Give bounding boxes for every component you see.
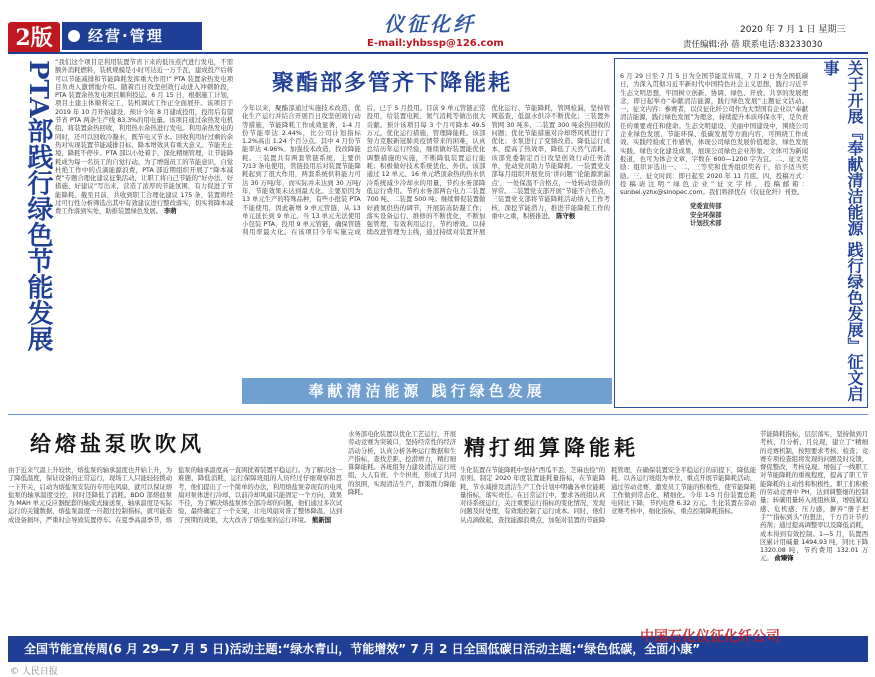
header-divider xyxy=(8,52,868,54)
bottom-middle-headline: 精打细算降能耗 xyxy=(464,435,639,460)
slogan-banner: 奉献清洁能源 践行绿色发展 xyxy=(242,378,612,404)
bottom-right-body: 节能降耗指标，层层落实，坚持做到月考核、月分析、月兑现，建立了“精细的竞赛机制，按照要求考核、检查；竞赛专项检查组将发现的问题及时反馈，督促整改，考核兑现。增强了一线职工对节能降耗的重视程度，提高了职工节能降耗的主动性和积极性。职工们积极的劳动竞赛中 PH，达到调整细的控制量；转碳用量转入班组核算，增强紧迫感、危机感、压力感，摒弃“册手把手”“指标到头”的想法，千方百计节约药剂；通过提高调整率以及降低消耗，成本得到有效控制。1—5 月，装置西区累计用碱量 1494.93 吨，同比下降 1320.08 吨，节约费用 132.01 万元。 俞臻锋 xyxy=(760,430,868,563)
footer-banner: 全国节能宣传周(6 月 29—7 月 5 日)活动主题:“绿水青山，节能增效” 7 月 2 日全国低碳日活动主题:“绿色低碳，全面小康” xyxy=(8,636,868,662)
left-article-body: “我们这个项目是利用装置节省下来的低压蒸汽进行发电，不需额外消耗燃料，装机规模是小时可达近一万千瓦，建成投产后将可以节能减排和节能降耗发挥重大作用!” PTA 装置余热发电项目负责人激情地介绍。随着百日攻坚创效行动进入冲刺阶段，PTA 装置余热发电项目顺利投运。6 月 15 日，根据施工计划，项目土建主体顺利完工，装机调试工作正全面展开。该项目于 2019 年 10 月开始建设，预计今年 8 月建成投用，投用后有望节省 PTA 两条生产线 83.3%的用电量。该项目通过余热发电机组，将装置余热回收，利用热水余热进行发电。利用余热发电的同时，还可以回收冷凝水，既节电又节水。回收利用好过剩的余热对实现装置节能减排目标、降本增效具有重大意义。节能无止境，降耗不停步。PTA 部以小处着手，深化精细管理，让节能降耗成为每一名员工的自觉行动。为了增强员工的节能意识，自觉杜绝工作中的点滴能源浪费，PTA 部近期组织开展了“降本减费”专题合理化建议征集活动，让职工将自己节能的“好办法、好措施、好建议”写出来，营造了浓厚的节能氛围，有力促进了节能降耗。截至目前，共收到职工合理化建议 175 条，装置将经过可行性分析筛选出其中有效建议进行整改落实，切实将降本减费工作落到实处，助推装置绿色发展。 李萌 xyxy=(55,58,233,216)
bottom-left-headline: 给熔盐泵吹吹风 xyxy=(30,431,205,456)
bottom-right-byline: 俞臻锋 xyxy=(774,554,794,563)
left-article-byline: 李萌 xyxy=(163,207,177,216)
bottom-left-body: 由于近来气温上升较快，熔盐泵的轴承温度也开始上升，为了降低温度，保证设备的正常运行，现场工人只能轻轻拨动一下开关，启动为熔盐泵安装的专用电风扇，就可以保证熔盐泵的轴承温度受控，同时还降低了消耗。BDO 部熔盐泵为 MAH 单元反应器配套的轴流式输送泵，轴承温度是实际运行的关键数据，熔盐泵温度一旦超过控制指标，就可能造成设备损坏，严重时会导致装置停车。在夏季高温季节，熔盐泵的轴承温度高一直困扰着装置平稳运行。为了解决这一难题，降低消耗，运行保障班组的人员经过仔细观察和思考，他们提出了一个简单的办法，利用熔盐泵旁现有的电风扇对泵体进行冷却，以前冷却风扇只能固定一个方向，效果不佳，为了解决熔盐泵体全部冷却的问题，他们通过多次试验，最终确定了一个支架，让电风扇对准了整体降温，达到了预期的效果，大大改善了熔盐泵的运行环境。 熊新国 xyxy=(8,466,342,524)
page-number-badge: 2版 xyxy=(8,22,60,54)
section-divider xyxy=(8,414,868,415)
center-article-body: 今年以来，聚酯部通过实施技术改造、优化生产运行并结合开展百日攻坚创效行动等措施，节能降耗工作成效显著，1-4 月份节能率达 2.44%，比公司计划指标 1.2%高出 1.24 个百分点。其中 4 月份节能率达 4.96%。加强技术改造，找改降能耗。三装置共有两套管链系统，主要供 7/13 条电使用，管链投用后对装置节能降耗起到了很大作用，两套系统供料能力可达 30 万吨/年，而实际并未达到 30 万吨/年，节能效果未达到最大化。主要原因为 13 单元生产的特殊品种，有些小批装 PTA 不能使用，因此新增 9 单元管链，从 13 单元延长到 9 单元。当 13 单元无法使用小包装 PTA，投用 9 单元管链，确保管链利用率最大化。在该项目今年实施完成后，已于 5 月投用。目前 9 单元管链正常投用，给装置电耗、氮气消耗等做出很大贡献。预计该项目每 3 个月可降本 49.5 万元。优化运行措施，管理降能耗。该部努力克服新冠肺炎疫情带来的困难，认真总结历年运行经验，继续做好装置能优化调整措施的实施，不断降低装置运行能耗；积极做好技术系统优化、外供。该部通过 12 单元、16 单元塔顶余热的热水供冷系统减少冷却水的用量，节约水务部降低运行费用。节约水务部两台电力二装置 700 吨、二装置 500 吨；继续督促装置做好液氮供热的调节，开展防冻防凝工作；落实设备运行、维修的不断优化，不断加强管理，有效利用运行，节约增效。以持续改进管理为主线，通过持续对装置开展优化运行、节能降耗，管网检漏，坚持管网巡查、低温水供冷不断优化；三装置外管网 30 吨多、二装置 300 吨余热回收的问题；优化节能措施对冷却塔风机进行了优化；水泵进行了变频改造。降低运行成本，提高了热效率，降低了天然气消耗。该部党委制定百日攻坚创效行动任务清单，党动党员助力节能降耗。一装置党支部每月组织开展党员‘讲问题’‘论能源泄漏点’，一处保温不合格点，一处转动设备的异常。二装置党支部开展“节能不合格点，三装置党支部将节能降耗活动纳入工作考核，深挖节能潜力，推进节能降耗工作的重中之重，积极推进。 陈守根 xyxy=(242,104,610,237)
masthead-logo: 仪征化纤 xyxy=(384,12,476,36)
editor-info: 责任编辑:孙 蓓 联系电话:83233030 xyxy=(683,40,823,50)
notice-headline: 关于开展『奉献清洁能源 践行绿色发展』征文启事 xyxy=(821,60,864,402)
watermark: 中国石化仪征化纤公司 xyxy=(640,629,780,645)
contact-email[interactable]: E-mail:yhbssp@126.com xyxy=(367,38,504,49)
notice-body: 6 月 29 日至 7 月 5 日为全国节能宣传周，7 月 2 日为全国低碳日，为深入贯彻习近平新时代中国特色社会主义思想，践行习近平生态文明思想，牢固树立创新、协调、绿色、开放、共享的发展理念，即日起举办“奉献清洁能源，践行绿色发展”主题征文活动。一、征文内容：参赛者，以仪征化纤公司作为大型国有企业以“奉献清洁能源，践行绿色发展”为理念，持续提升本质环保水平，是负责任的重要责任和使命。生态文明建设、美丽中国建设中，围绕公司企业绿色发展、节能环保、低碳发展等方面内容，可围绕工作成效、实践经验或工作感悟，体现公司绿色发展价值理念，绿色发展实践，绿色文化建设成果，展现公司绿色企业形象。文体可为新闻报道，也可为体会文章，字数在 600—1200 字为宜。二、征文奖励：组织评选出一、二、三等奖和优秀组织奖若干，给予适当奖励。三、征文时间：即日起至 2020 年 11 月底。四、投稿方式：投稿请注明“绿色企业”征文字样，投稿邮箱：sunbei.yzhx@sinopec.com。我们将择优在《仪征化纤》刊登。 党委宣传部 安全环保部 计划技术部 xyxy=(620,72,808,228)
bottom-left-byline: 熊新国 xyxy=(312,515,331,524)
issue-date: 2020 年 7 月 1 日 星期三 xyxy=(740,25,846,35)
bottom-middle-intro: 水务部电化装置以优化工艺运行、开展劳动竞赛为突破口，坚持经常性的经济活动分析，认真分析各种运行数据和生产指标，查找差距、挖潜增力，精打细算降能耗。各班组努力建设清洁运行班组，人人有责，个个担责，形成了共同的氛围，实现清洁生产，群策群力降能降耗。 xyxy=(348,430,456,497)
center-article-byline: 陈守根 xyxy=(556,211,576,220)
footer-credit: © 人民日报 xyxy=(10,667,58,677)
left-article-headline: PTA部践行绿色节能发展 xyxy=(23,60,53,352)
section-title: 经营·管理 xyxy=(62,22,202,50)
center-article-headline: 聚酯部多管齐下降能耗 xyxy=(272,70,513,96)
notice-sponsors: 党委宣传部 安全环保部 计划技术部 xyxy=(690,202,722,228)
bottom-middle-body: 生化装置在节能降耗中坚持“西瓜不丢、芝麻也捡”的原则。制定 2020 年度装置能耗量指标，在节能降耗、节水减排及清洁生产工作计划中明确各单位能耗量指标，落实责任。在日常运行中，要求各班组认真对待系统运行，关注重要运行指标的变化情况，发现问题及时处理，有效地控制了运行成本。同时，他们从点滴做起，查找能源浪费点，加强对装置的节能降耗管理，在确保装置安全平稳运行的前提下，降低能耗。以各运行班组为单位，重点开展节能降耗活动，通过劳动竞赛，激发员工节能的积极性，使节能降耗工作做到常态化、精细化。今年 1-5 月份装置总耗电同比下降，节约电费 6.32 万元。生化装置在旁动竞赛考核中，细化指标，重点控制降耗指标。 xyxy=(460,466,756,524)
